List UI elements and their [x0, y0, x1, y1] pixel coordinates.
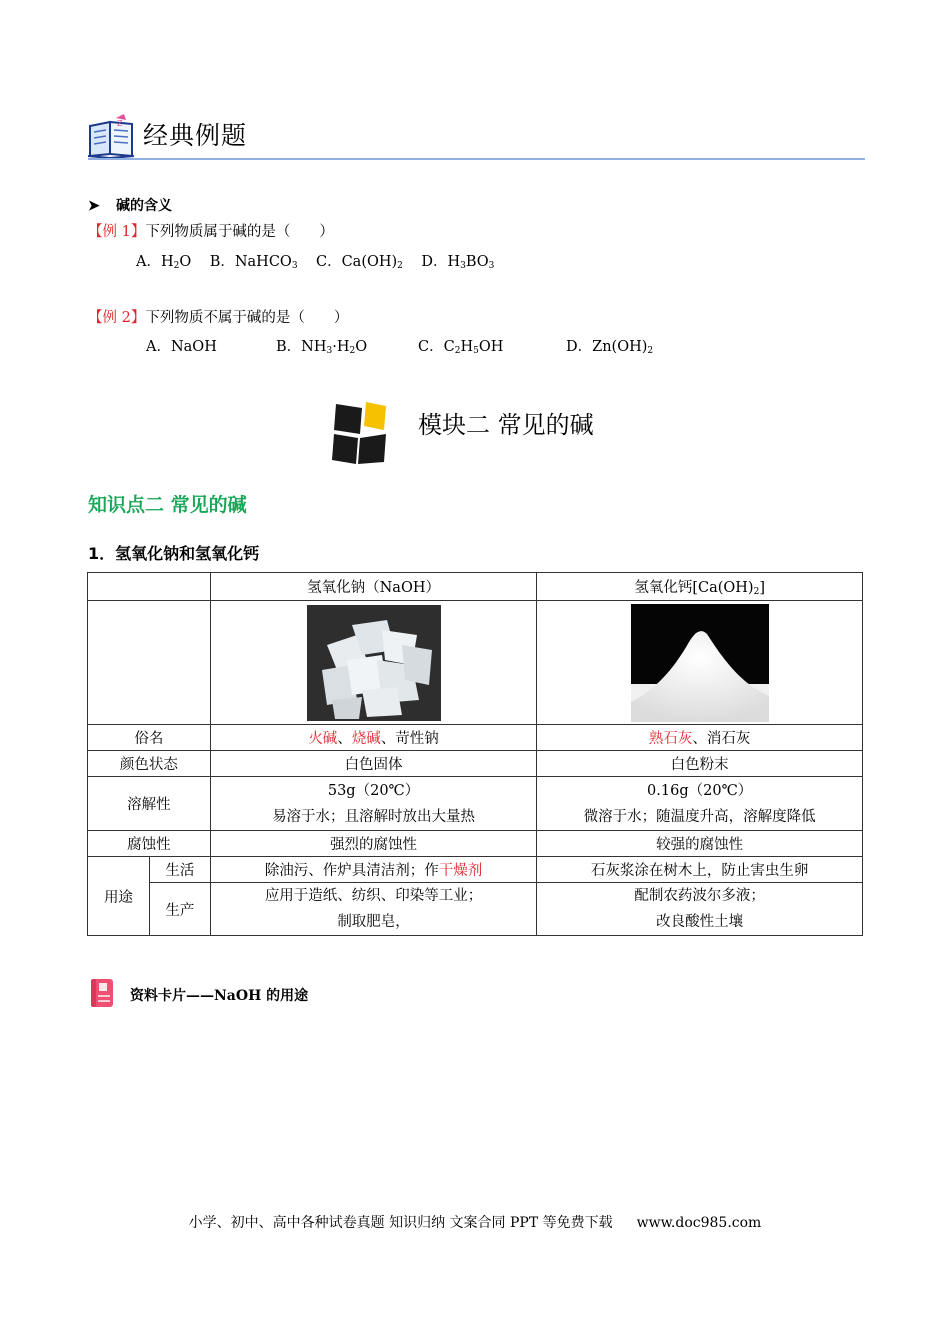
comparison-table	[87, 572, 863, 936]
bullet-heading	[88, 195, 172, 215]
row-label: 溶解性	[88, 777, 211, 831]
example1-option-d: D．$H_3BO_3$	[421, 254, 495, 271]
page-footer	[0, 1212, 950, 1232]
row-label: 颜色状态	[88, 751, 211, 777]
caoh-life-use: 石灰浆涂在树木上，防止害虫生卵	[537, 857, 863, 883]
svg-text:Z: Z	[117, 119, 123, 128]
caoh-production-use: 配制农药波尔多液； 改良酸性土壤	[537, 883, 863, 936]
row-label: 腐蚀性	[88, 831, 211, 857]
sub-row-label: 生活	[149, 857, 210, 883]
arrow-bullet-icon: ➤	[88, 198, 100, 214]
example2-option-b: B．$NH_3\cdot H_2O$	[276, 339, 368, 356]
header-caoh: 氢氧化钙$[Ca(OH)_2]$	[537, 573, 863, 601]
example1-option-c: C．$Ca(OH)_2$	[315, 254, 403, 271]
example2-option-c: C．$C_2H_5OH$	[418, 339, 504, 356]
example1-text: 下列物质属于碱的是（ ）	[145, 224, 334, 240]
table-row	[88, 725, 863, 751]
bullet-heading-text: 碱的含义	[116, 198, 172, 214]
table-image-row	[88, 601, 863, 725]
naoh-corrosive: 强烈的腐蚀性	[210, 831, 537, 857]
data-card-title: 资料卡片——NaOH 的用途	[130, 988, 309, 1004]
example2-option-a: A．NaOH	[146, 339, 217, 355]
table-header-row	[88, 573, 863, 601]
caoh-image-cell	[537, 601, 863, 725]
table-row	[88, 751, 863, 777]
module-blocks-icon	[330, 400, 388, 466]
caoh-powder-image	[631, 604, 769, 722]
caoh-corrosive: 较强的腐蚀性	[537, 831, 863, 857]
naoh-production-use: 应用于造纸、纺织、印染等工业； 制取肥皂，	[210, 883, 537, 936]
example1-option-a: A．$H_2O$	[136, 254, 192, 271]
naoh-color-state: 白色固体	[210, 751, 537, 777]
module-title: 模块二 常见的碱	[418, 411, 594, 439]
example2-label: 【例 2】	[88, 310, 146, 326]
table-row	[88, 777, 863, 831]
table-row	[88, 883, 863, 936]
naoh-image-cell	[210, 601, 537, 725]
example1-question	[88, 220, 334, 241]
example1-option-b: B．NaHCO$_3$	[209, 254, 298, 271]
footer-url: www.doc985.com	[636, 1215, 762, 1231]
caoh-color-state: 白色粉末	[537, 751, 863, 777]
naoh-life-use: 除油污、作炉具清洁剂；作干燥剂	[210, 857, 537, 883]
example2-option-d: D．$Zn(OH)_2$	[566, 339, 654, 356]
example2-text: 下列物质不属于碱的是（ ）	[145, 310, 349, 326]
header-naoh: 氢氧化钠（NaOH）	[210, 573, 537, 601]
naoh-common-name: 火碱、烧碱、苛性钠	[210, 725, 537, 751]
example1-options	[136, 250, 494, 271]
table-row	[88, 857, 863, 883]
footer-text: 小学、初中、高中各种试卷真题 知识归纳 文案合同 PPT 等免费下载	[188, 1215, 613, 1231]
caoh-common-name: 熟石灰、消石灰	[537, 725, 863, 751]
sub-row-label: 生产	[149, 883, 210, 936]
caoh-solubility: 0.16g（20℃） 微溶于水；随温度升高，溶解度降低	[537, 777, 863, 831]
knowledge-point-title: 知识点二 常见的碱	[88, 494, 247, 516]
row-label: 用途	[88, 857, 150, 936]
section-title: 经典例题	[143, 121, 248, 150]
naoh-flakes-image	[307, 605, 441, 721]
naoh-solubility: 53g（20℃） 易溶于水；且溶解时放出大量热	[210, 777, 537, 831]
data-card-icon	[89, 978, 115, 1008]
book-icon	[86, 112, 136, 158]
table-row	[88, 831, 863, 857]
example1-label: 【例 1】	[88, 224, 146, 240]
subsection-title: 1．氢氧化钠和氢氧化钙	[88, 544, 260, 563]
table-corner-cell	[88, 573, 211, 601]
section-divider	[88, 158, 865, 160]
example2-question	[88, 306, 348, 327]
row-label: 俗名	[88, 725, 211, 751]
